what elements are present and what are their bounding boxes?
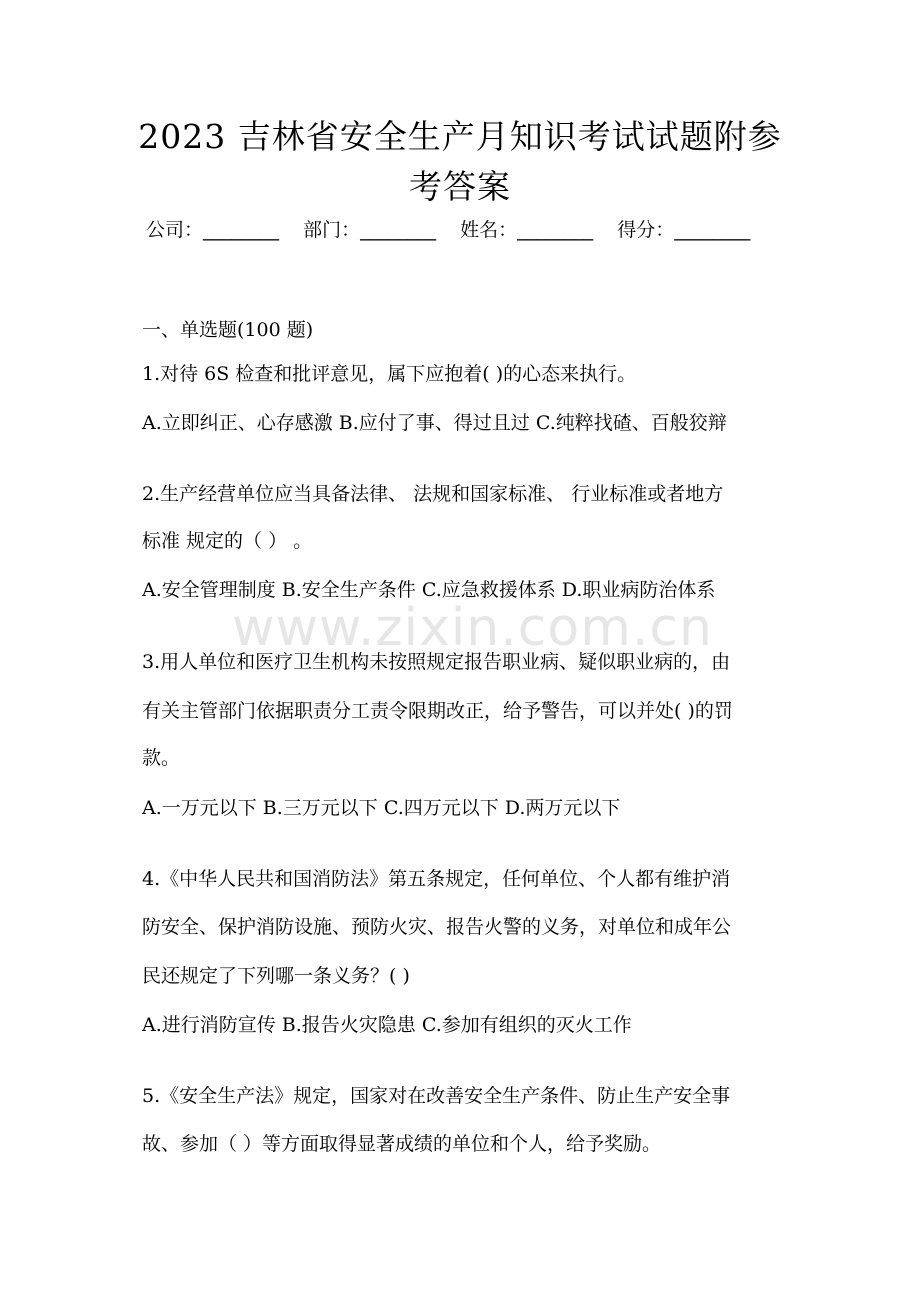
field-department-label: 部门：	[303, 219, 361, 241]
field-name-label: 姓名：	[460, 219, 518, 241]
question-text-line: 民还规定了下列哪一条义务？( )	[142, 965, 410, 987]
field-company-label: 公司：	[146, 219, 204, 241]
question-3-options	[142, 794, 782, 822]
question-4	[142, 865, 782, 893]
question-5	[142, 1082, 782, 1110]
title-line-2: 考答案	[409, 167, 511, 206]
field-department-blank: ________	[360, 219, 437, 241]
question-text-line: 防安全、保护消防设施、预防火灾、报告火警的义务，对单位和成年公	[142, 916, 732, 938]
question-options: A.立即纠正、心存感激 B.应付了事、得过且过 C.纯粹找碴、百般狡辩	[142, 412, 727, 434]
question-2-line-2	[142, 527, 782, 555]
field-score-label: 得分：	[617, 219, 675, 241]
question-3	[142, 648, 782, 676]
document-title	[100, 112, 820, 212]
question-1-options	[142, 409, 782, 437]
question-3-line-2	[142, 697, 782, 725]
field-name	[460, 216, 593, 244]
question-options: A.进行消防宣传 B.报告火灾隐患 C.参加有组织的灭火工作	[142, 1014, 632, 1036]
question-3-line-3	[142, 744, 782, 772]
question-4-line-3	[142, 962, 782, 990]
field-score	[617, 216, 750, 244]
question-2-options	[142, 576, 782, 604]
header-fields	[146, 216, 786, 244]
question-options: A.一万元以下 B.三万元以下 C.四万元以下 D.两万元以下	[142, 797, 621, 819]
field-company-blank: ________	[203, 219, 280, 241]
title-line-1: 2023 吉林省安全生产月知识考试试题附参	[138, 117, 782, 156]
question-text-line: 1.对待 6S 检查和批评意见，属下应抱着( )的心态来执行。	[142, 363, 637, 385]
question-5-line-2	[142, 1130, 782, 1158]
question-text-line: 5.《安全生产法》规定，国家对在改善安全生产条件、防止生产安全事	[142, 1085, 731, 1107]
question-4-line-2	[142, 913, 782, 941]
question-text-line: 4.《中华人民共和国消防法》第五条规定，任何单位、个人都有维护消	[142, 868, 731, 890]
question-2	[142, 480, 782, 508]
field-department	[303, 216, 436, 244]
question-4-options	[142, 1011, 782, 1039]
question-text-line: 有关主管部门依据职责分工责令限期改正，给予警告，可以并处( )的罚	[142, 700, 733, 722]
question-1	[142, 360, 782, 388]
watermark: www.zixin.com.cn	[232, 598, 713, 658]
field-name-blank: ________	[517, 219, 594, 241]
question-options: A.安全管理制度 B.安全生产条件 C.应急救援体系 D.职业病防治体系	[142, 579, 716, 601]
question-text-line: 2.生产经营单位应当具备法律、 法规和国家标准、 行业标准或者地方	[142, 483, 724, 505]
field-company	[146, 216, 279, 244]
field-score-blank: ________	[674, 219, 751, 241]
question-text-line: 款。	[142, 747, 181, 769]
question-text-line: 标准 规定的（ ） 。	[142, 530, 313, 552]
question-text-line: 故、参加（ ）等方面取得显著成绩的单位和个人，给予奖励。	[142, 1133, 662, 1155]
question-text-line: 3.用人单位和医疗卫生机构未按照规定报告职业病、疑似职业病的，由	[142, 651, 731, 673]
section-heading: 一、单选题(100 题)	[142, 319, 314, 341]
